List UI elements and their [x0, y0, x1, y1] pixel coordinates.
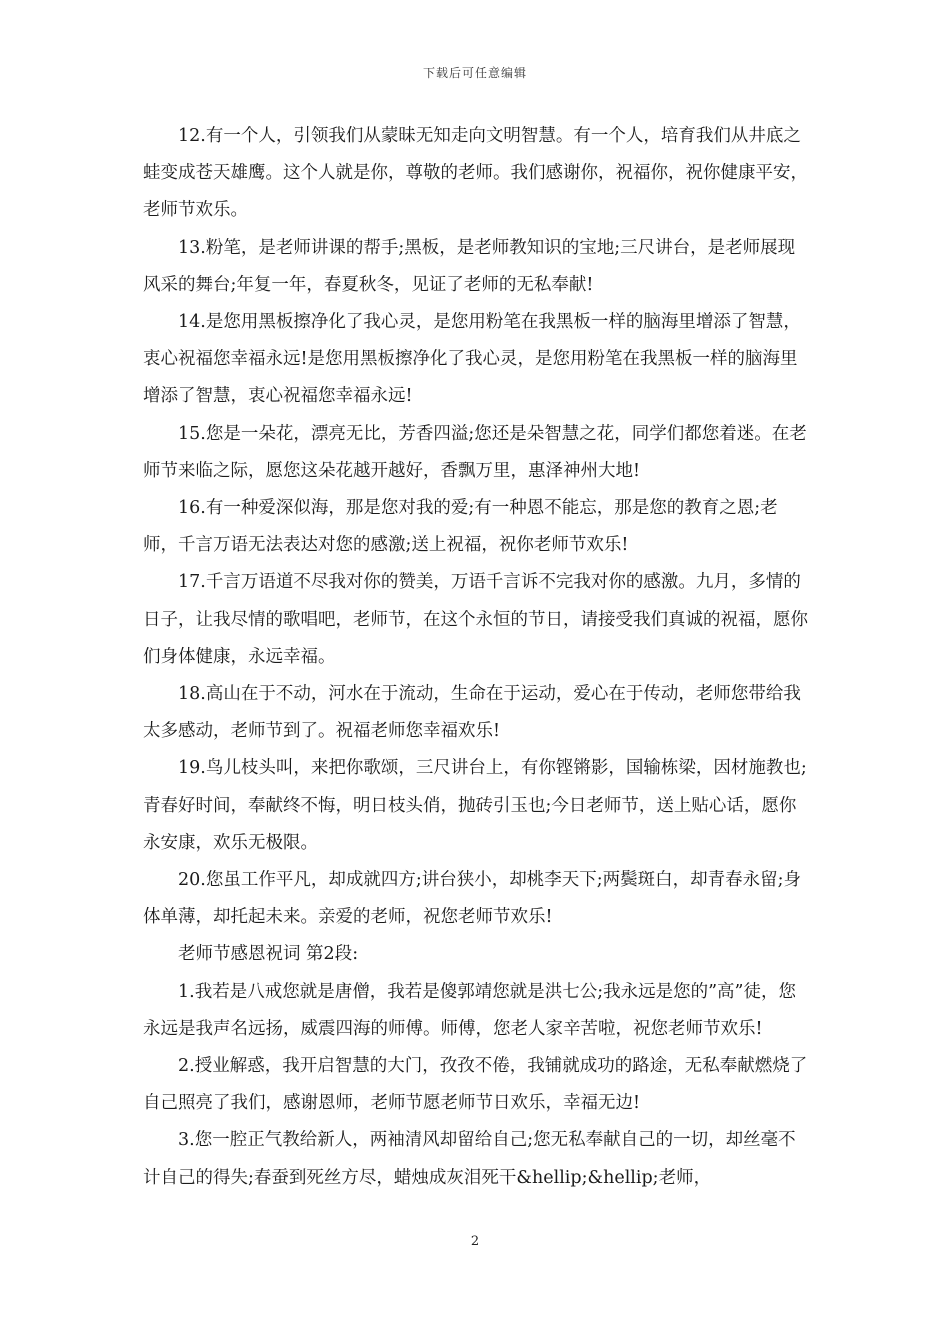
document-body	[143, 118, 811, 1197]
paragraph-20: 20.您虽工作平凡，却成就四方;讲台狭小，却桃李天下;两鬓斑白，却青春永留;身体单薄，却托起未来。亲爱的老师，祝您老师节欢乐!	[143, 870, 802, 928]
paragraph-17: 17.千言万语道不尽我对你的赞美，万语千言诉不完我对你的感激。九月，多情的日子，让我尽情的歌唱吧，老师节，在这个永恒的节日，请接受我们真诚的祝福，愿你们身体健康，永远幸福。	[143, 572, 808, 667]
paragraph-13: 13.粉笔，是老师讲课的帮手;黑板，是老师教知识的宝地;三尺讲台，是老师展现风采的舞台;年复一年，春夏秋冬，见证了老师的无私奉献!	[143, 237, 796, 295]
section-heading: 老师节感恩祝词 第2段:	[178, 944, 359, 965]
paragraph-3: 3.您一腔正气教给新人，两袖清风却留给自己;您无私奉献自己的一切，却丝毫不计自己的得失;春蚕到死丝方尽，蜡烛成灰泪死干&hellip;&hellip;老师，	[143, 1130, 796, 1188]
page-header-note: 下载后可任意编辑	[422, 66, 527, 80]
paragraph-14: 14.是您用黑板擦净化了我心灵，是您用粉笔在我黑板一样的脑海里增添了智慧，衷心祝福您幸福永远!是您用黑板擦净化了我心灵，是您用粉笔在我黑板一样的脑海里增添了智慧，衷心祝福您幸福永远!	[143, 312, 801, 407]
paragraph-12: 12.有一个人，引领我们从蒙昧无知走向文明智慧。有一个人，培育我们从井底之蛙变成苍天雄鹰。这个人就是你，尊敬的老师。我们感谢你，祝福你，祝你健康平安，老师节欢乐。	[143, 126, 808, 221]
paragraph-19: 19.鸟儿枝头叫，来把你歌颂，三尺讲台上，有你铿锵影，国输栋梁，因材施教也;青春好时间，奉献终不悔，明日枝头俏，抛砖引玉也;今日老师节，送上贴心话，愿你永安康，欢乐无极限。	[143, 758, 807, 853]
paragraph-1: 1.我若是八戒您就是唐僧，我若是傻郭靖您就是洪七公;我永远是您的”高”徒，您永远是我声名远扬，威震四海的师傅。师傅，您老人家辛苦啦，祝您老师节欢乐!	[143, 981, 796, 1039]
paragraph-15: 15.您是一朵花，漂亮无比，芳香四溢;您还是朵智慧之花，同学们都您着迷。在老师节来临之际，愿您这朵花越开越好，香飘万里，惠泽神州大地!	[143, 423, 807, 481]
page-number: 2	[470, 1234, 480, 1249]
paragraph-16: 16.有一种爱深似海，那是您对我的爱;有一种恩不能忘，那是您的教育之恩;老师，千言万语无法表达对您的感激;送上祝福，祝你老师节欢乐!	[143, 498, 778, 556]
paragraph-2: 2.授业解惑，我开启智慧的大门，孜孜不倦，我铺就成功的路途，无私奉献燃烧了自己照亮了我们，感谢恩师，老师节愿老师节日欢乐，幸福无边!	[143, 1056, 808, 1114]
paragraph-18: 18.高山在于不动，河水在于流动，生命在于运动，爱心在于传动，老师您带给我太多感动，老师节到了。祝福老师您幸福欢乐!	[143, 684, 801, 742]
